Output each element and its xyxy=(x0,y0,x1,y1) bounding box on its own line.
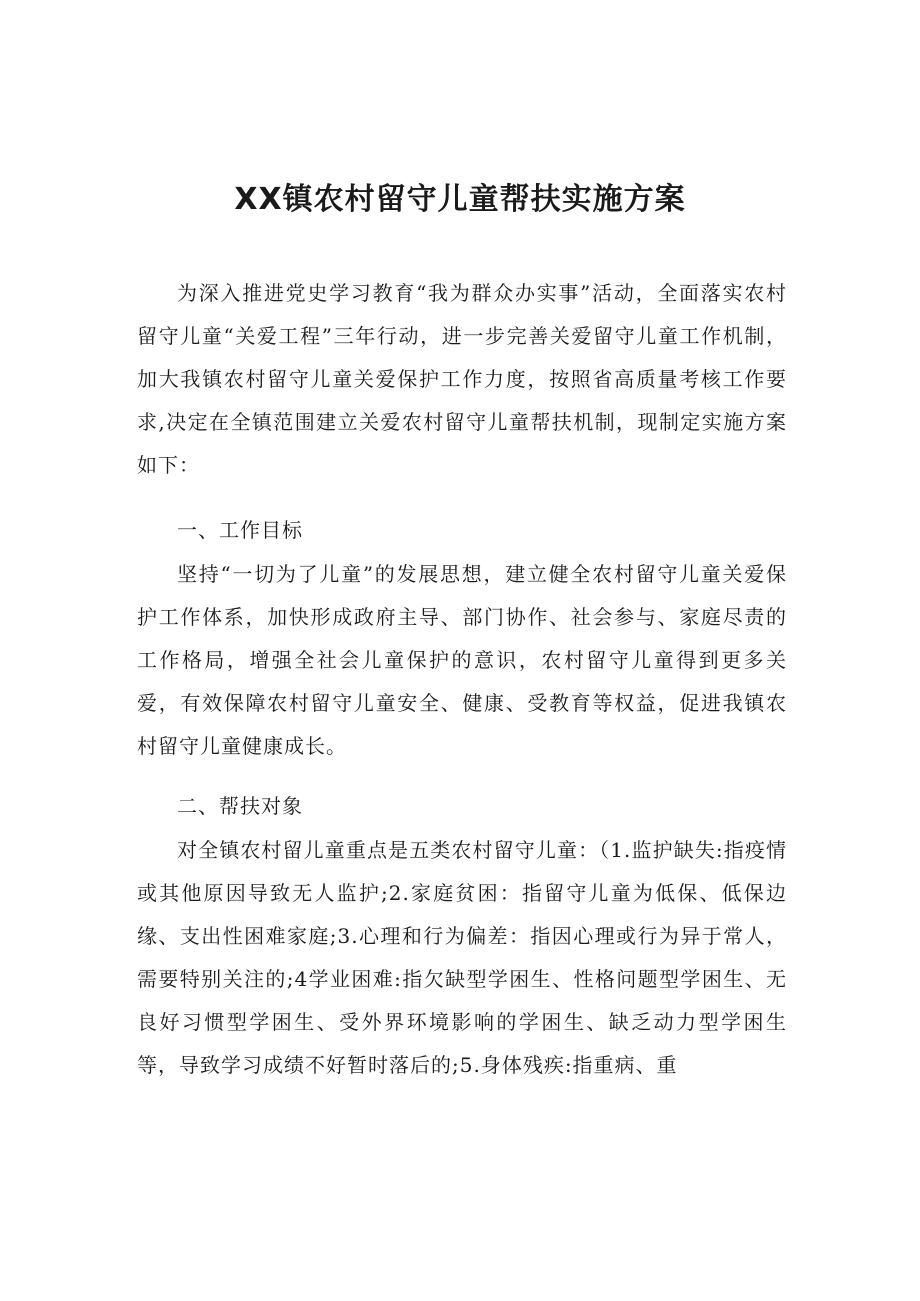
section-paragraph-work-goals: 坚持“一切为了儿童”的发展思想，建立健全农村留守儿童关爱保护工作体系，加快形成政府主导、部门协作、社会参与、家庭尽责的工作格局，增强全社会儿童保护的意识，农村留守儿童得到更多关爱，有效保障农村留守儿童安全、健康、受教育等权益，促进我镇农村留守儿童健康成长。 xyxy=(137,562,787,758)
section-paragraph-assistance-targets: 对全镇农村留儿童重点是五类农村留守儿童：（1.监护缺失:指疫情或其他原因导致无人监护;2.家庭贫困：指留守儿童为低保、低保边缘、支出性困难家庭;3.心理和行为偏差：指因心理或行为异于常人，需要特别关注的;4学业困难:指欠缺型学困生、性格问题型学困生、无良好习惯型学困生、受外界环境影响的学困生、缺乏动力型学困生等，导致学习成绩不好暂时落后的;5.身体残疾:指重病、重 xyxy=(137,838,787,1077)
section-heading-work-goals: 一、工作目标 xyxy=(177,518,303,542)
intro-paragraph: 为深入推进党史学习教育“我为群众办实事”活动，全面落实农村留守儿童“关爱工程”三年行动，进一步完善关爱留守儿童工作机制，加大我镇农村留守儿童关爱保护工作力度，按照省高质量考核工作要求,决定在全镇范围建立关爱农村留守儿童帮扶机制，现制定实施方案如下： xyxy=(137,281,787,477)
section-heading-assistance-targets: 二、帮扶对象 xyxy=(177,794,303,818)
document-title: XX镇农村留守儿童帮扶实施方案 xyxy=(234,182,686,217)
